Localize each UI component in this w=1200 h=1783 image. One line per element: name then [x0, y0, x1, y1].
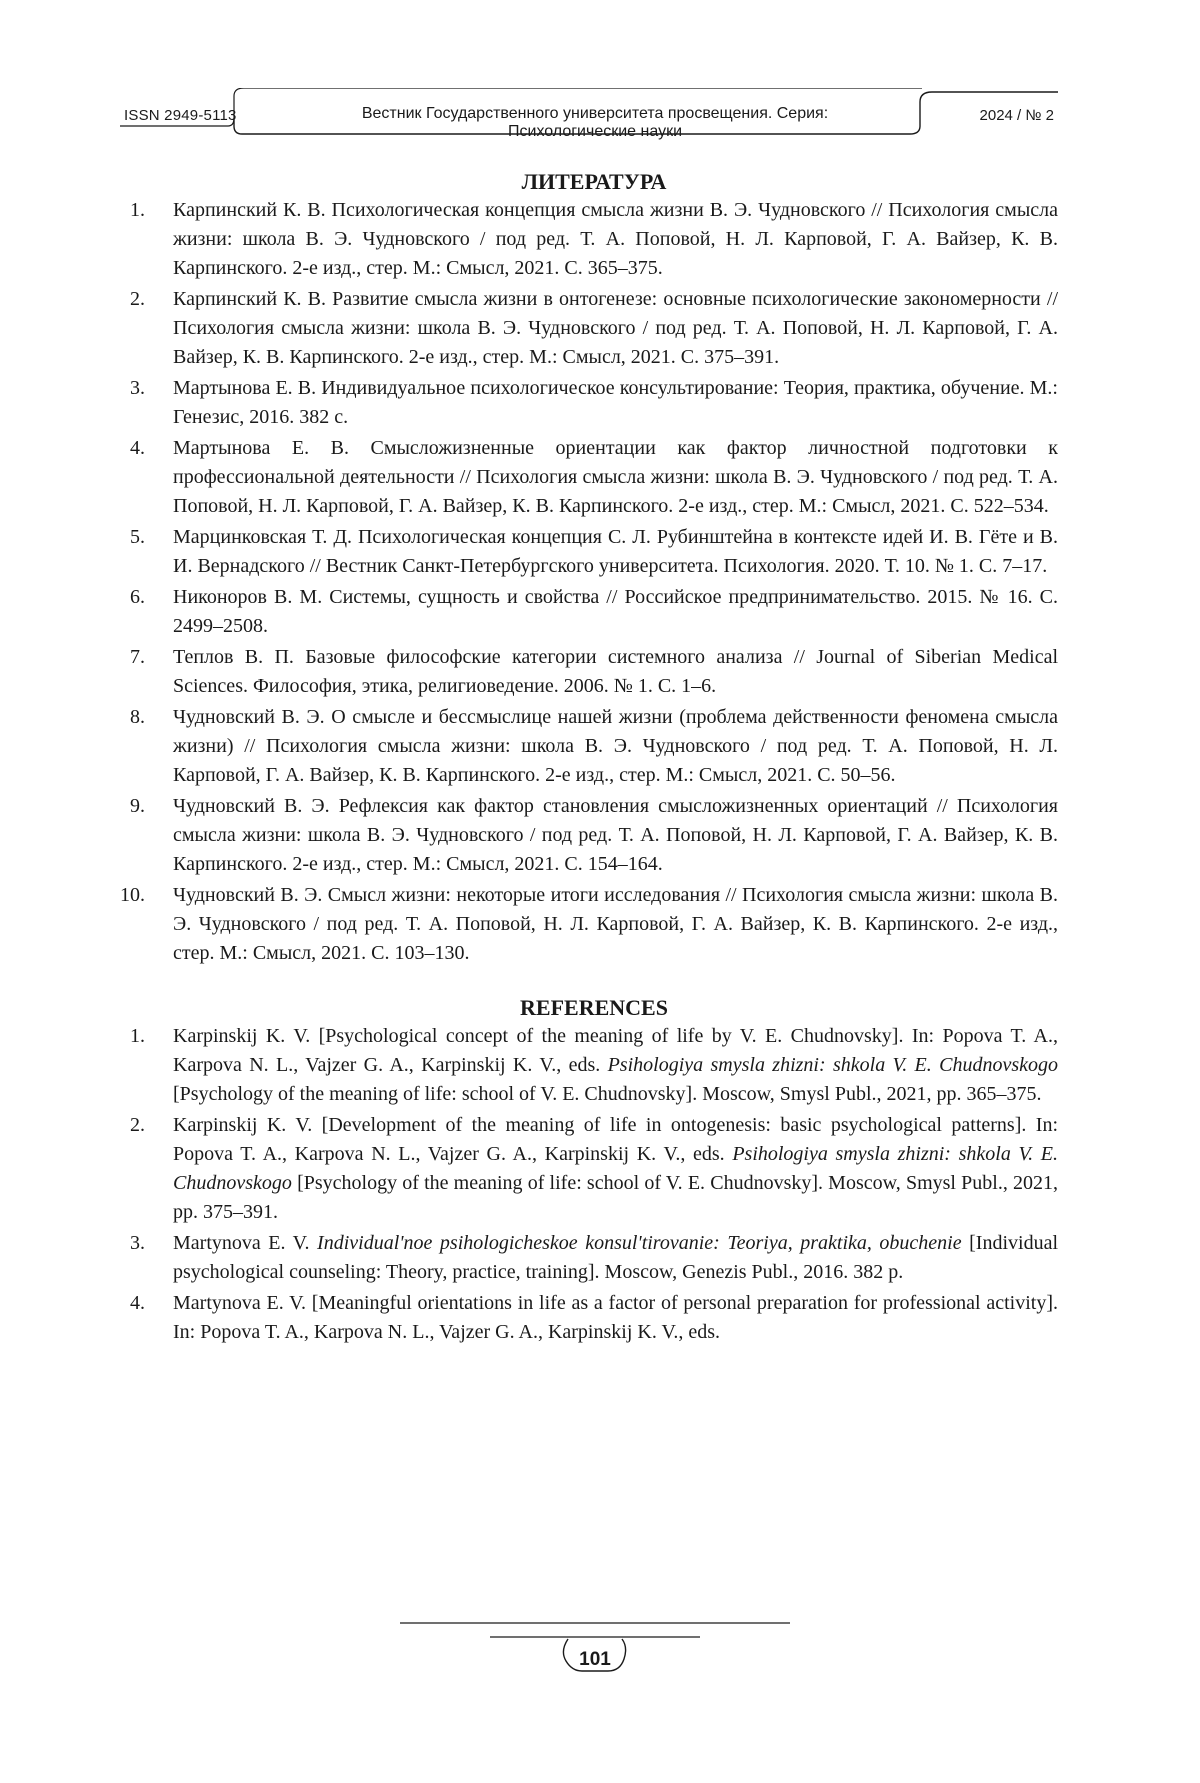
reference-item — [130, 1229, 1058, 1287]
item-text-tail: [Psychology of the meaning of life: school of V. E. Chudnovsky]. Moscow, Smysl Publ., 2021, pp. 365–375. — [173, 1083, 1042, 1105]
literature-item — [130, 792, 1058, 879]
item-text: Мартынова Е. В. Индивидуальное психологическое консультирование: Теория, практика, обучение. М.: Генезис, 2016. 382 с. — [173, 377, 1058, 428]
literature-item — [130, 523, 1058, 581]
item-text: Чудновский В. Э. Смысл жизни: некоторые итоги исследования // Психология смысла жизни: школа В. Э. Чудновского / под ред. Т. А. Поповой, Н. Л. Карповой, Г. А. Вайзер, К. В. Карпинского. 2-е изд., стер. М.: Смысл, 2021. С. 103–130. — [173, 884, 1058, 964]
issn: ISSN 2949-5113 — [124, 107, 237, 124]
item-number: 1. — [130, 196, 145, 225]
item-title-italic: Individual'noe psihologicheskoe konsul'tirovanie: Teoriya, praktika, obuchenie — [317, 1232, 962, 1254]
running-header — [120, 88, 1058, 138]
journal-title: Вестник Государственного университета просвещения. Серия: Психологические науки — [300, 105, 890, 141]
references-list — [130, 1022, 1058, 1347]
page-content — [130, 168, 1058, 1349]
page-number: 101 — [400, 1649, 790, 1671]
item-text: Martynova E. V. — [173, 1232, 317, 1254]
literature-item — [130, 881, 1058, 968]
item-text-tail: [Individual psychological counseling: Theory, practice, training]. Moscow, Genezis Publ., 2016. 382 p. — [173, 1232, 1058, 1283]
item-text: Karpinskij K. V. [Psychological concept of the meaning of life by V. E. Chudnovsky]. In: Popova T. A., Karpova N. L., Vajzer G. A., Karpinskij K. V., eds. — [173, 1025, 1058, 1076]
item-number: 2. — [130, 1111, 145, 1140]
literature-item — [130, 374, 1058, 432]
item-number: 10. — [120, 881, 145, 910]
item-text: Карпинский К. В. Психологическая концепция смысла жизни В. Э. Чудновского // Психология смысла жизни: школа В. Э. Чудновского / под ред. Т. А. Поповой, Н. Л. Карповой, Г. А. Вайзер, К. В. Карпинского. 2-е изд., стер. М.: Смысл, 2021. С. 365–375. — [173, 199, 1058, 279]
literature-list — [130, 196, 1058, 968]
item-text: Martynova E. V. [Meaningful orientations in life as a factor of personal preparation for professional activity]. In: Popova T. A., Karpova N. L., Vajzer G. A., Karpinskij K. V., eds. — [173, 1292, 1058, 1343]
item-number: 1. — [130, 1022, 145, 1051]
literature-item — [130, 703, 1058, 790]
item-text: Карпинский К. В. Развитие смысла жизни в онтогенезе: основные психологические закономерности // Психология смысла жизни: школа В. Э. Чудновского / под ред. Т. А. Поповой, Н. Л. Карповой, Г. А. Вайзер, К. В. Карпинского. 2-е изд., стер. М.: Смысл, 2021. С. 375–391. — [173, 288, 1058, 368]
literature-item — [130, 434, 1058, 521]
literature-item — [130, 285, 1058, 372]
item-number: 2. — [130, 285, 145, 314]
item-number: 4. — [130, 1289, 145, 1318]
item-text: Никоноров В. М. Системы, сущность и свойства // Российское предпринимательство. 2015. № 16. С. 2499–2508. — [173, 586, 1058, 637]
item-number: 8. — [130, 703, 145, 732]
reference-item — [130, 1111, 1058, 1227]
literature-item — [130, 196, 1058, 283]
item-text: Чудновский В. Э. Рефлексия как фактор становления смысложизненных ориентаций // Психология смысла жизни: школа В. Э. Чудновского / под ред. Т. А. Поповой, Н. Л. Карповой, Г. А. Вайзер, К. В. Карпинского. 2-е изд., стер. М.: Смысл, 2021. С. 154–164. — [173, 795, 1058, 875]
literature-title: ЛИТЕРАТУРА — [130, 168, 1058, 196]
item-number: 4. — [130, 434, 145, 463]
reference-item — [130, 1022, 1058, 1109]
item-number: 7. — [130, 643, 145, 672]
item-number: 3. — [130, 1229, 145, 1258]
item-number: 5. — [130, 523, 145, 552]
item-title-italic: Psihologiya smysla zhizni: shkola V. E. Chudnovskogo — [608, 1054, 1058, 1076]
literature-item — [130, 583, 1058, 641]
item-number: 3. — [130, 374, 145, 403]
item-text: Мартынова Е. В. Смысложизненные ориентации как фактор личностной подготовки к профессиональной деятельности // Психология смысла жизни: школа В. Э. Чудновского / под ред. Т. А. Поповой, Н. Л. Карповой, Г. А. Вайзер, К. В. Карпинского. 2-е изд., стер. М.: Смысл, 2021. С. 522–534. — [173, 437, 1058, 517]
reference-item — [130, 1289, 1058, 1347]
item-text: Теплов В. П. Базовые философские категории системного анализа // Journal of Siberian Medical Sciences. Философия, этика, религиоведение. 2006. № 1. С. 1–6. — [173, 646, 1058, 697]
item-text-tail: [Psychology of the meaning of life: school of V. E. Chudnovsky]. Moscow, Smysl Publ., 2021, pp. 375–391. — [173, 1172, 1058, 1223]
item-text: Karpinskij K. V. [Development of the meaning of life in ontogenesis: basic psychological patterns]. In: Popova T. A., Karpova N. L., Vajzer G. A., Karpinskij K. V., eds. — [173, 1114, 1058, 1165]
item-number: 9. — [130, 792, 145, 821]
item-title-italic: Psihologiya smysla zhizni: shkola V. E. Chudnovskogo — [173, 1143, 1058, 1194]
issue-number: 2024 / № 2 — [980, 107, 1054, 124]
item-text: Марцинковская Т. Д. Психологическая концепция С. Л. Рубинштейна в контексте идей И. В. Гёте и В. И. Вернадского // Вестник Санкт-Петербургского университета. Психология. 2020. Т. 10. № 1. С. 7–17. — [173, 526, 1058, 577]
literature-item — [130, 643, 1058, 701]
item-number: 6. — [130, 583, 145, 612]
item-text: Чудновский В. Э. О смысле и бессмыслице нашей жизни (проблема действенности феномена смысла жизни) // Психология смысла жизни: школа В. Э. Чудновского / под ред. Т. А. Поповой, Н. Л. Карповой, Г. А. Вайзер, К. В. Карпинского. 2-е изд., стер. М.: Смысл, 2021. С. 50–56. — [173, 706, 1058, 786]
references-title: REFERENCES — [130, 994, 1058, 1022]
page-footer — [400, 1615, 790, 1695]
